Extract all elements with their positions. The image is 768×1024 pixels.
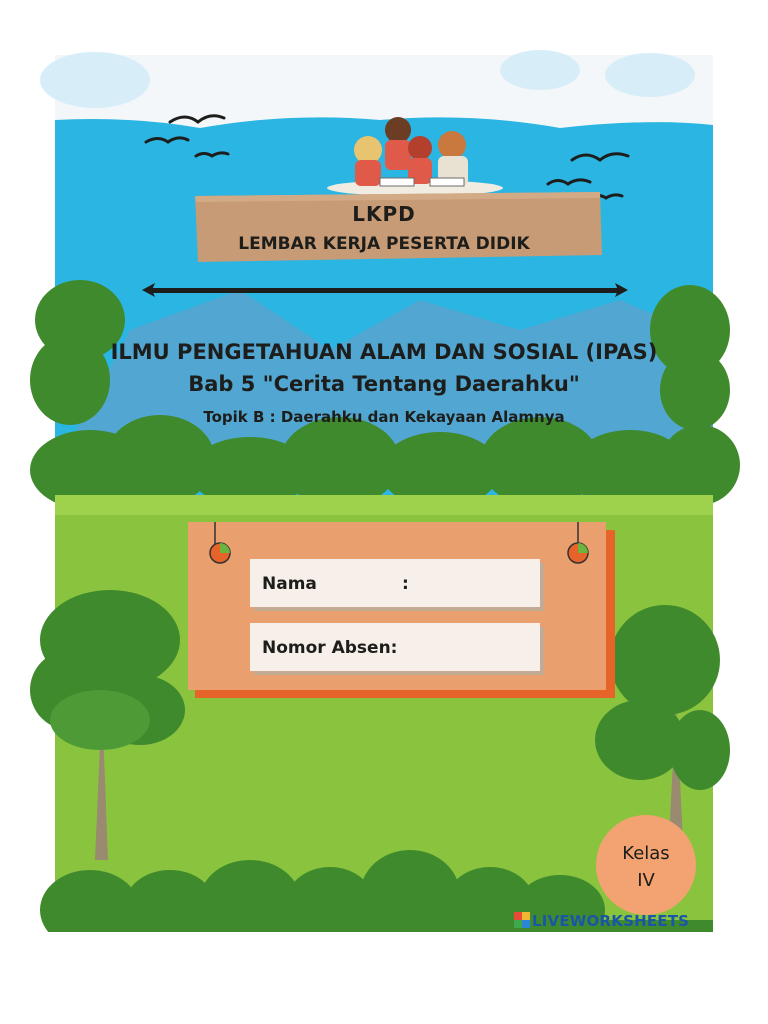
class-value: IV bbox=[637, 870, 655, 891]
liveworksheets-logo-text: LIVEWORKSHEETS bbox=[532, 912, 690, 930]
class-label: Kelas bbox=[622, 843, 670, 864]
liveworksheets-logo[interactable] bbox=[514, 910, 689, 932]
absen-label: Nomor Absen: bbox=[262, 638, 398, 658]
pin-right-icon bbox=[568, 543, 588, 563]
form-card bbox=[188, 522, 615, 698]
class-badge bbox=[596, 815, 696, 915]
worksheet-subtitle: LEMBAR KERJA PESERTA DIDIK bbox=[238, 234, 530, 254]
name-colon: : bbox=[402, 574, 409, 594]
clouds bbox=[40, 50, 713, 128]
chapter-title: Bab 5 "Cerita Tentang Daerahku" bbox=[188, 372, 580, 396]
worksheet-title: LKPD bbox=[352, 202, 416, 226]
name-label: Nama bbox=[262, 574, 317, 594]
pin-left-icon bbox=[210, 543, 230, 563]
absen-input[interactable] bbox=[412, 632, 538, 666]
topic-title: Topik B : Daerahku dan Kekayaan Alamnya bbox=[203, 408, 565, 426]
name-input[interactable] bbox=[412, 568, 538, 602]
subject-title: ILMU PENGETAHUAN ALAM DAN SOSIAL (IPAS) bbox=[110, 340, 658, 364]
